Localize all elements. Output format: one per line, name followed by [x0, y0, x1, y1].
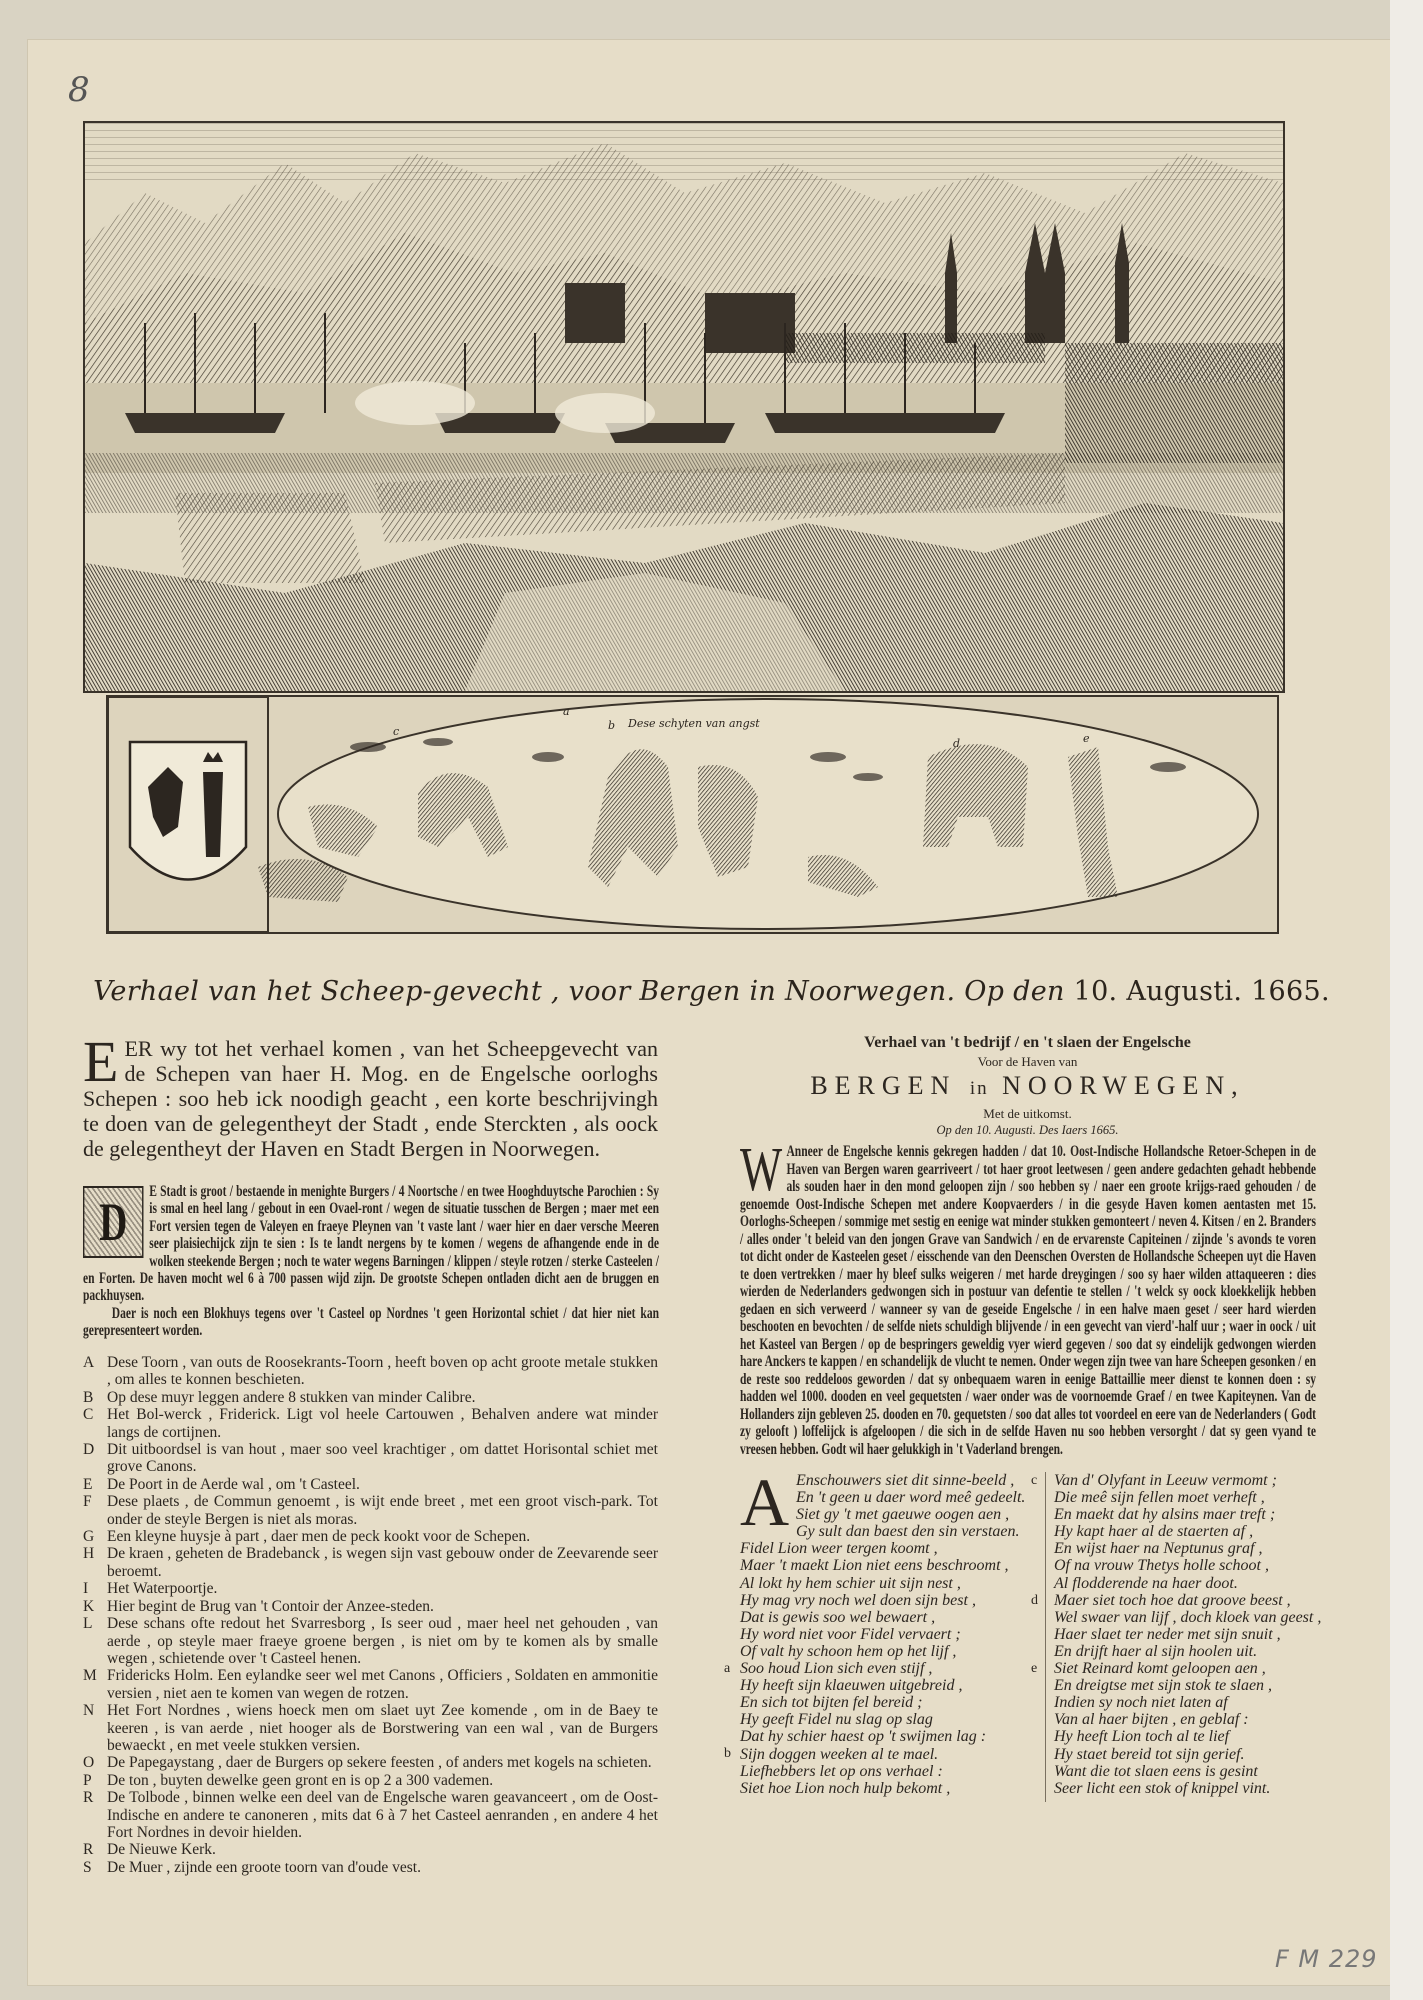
poem-line: Al lokt hy hem schier uit sijn nest , [740, 1574, 961, 1592]
legend-text: Dese Toorn , van outs de Roosekrants-Toorn , heeft boven op acht groote metale stukken , om alles te konnen beschieten. [107, 1354, 658, 1389]
poem-line: Siet gy 't met gaeuwe oogen aen , [796, 1506, 1010, 1524]
poem-line: Seer licht een stok of knippel vint. [1054, 1779, 1271, 1797]
title-date: 10. Augusti. 1665. [1073, 976, 1330, 1007]
legend-item [83, 1580, 658, 1597]
legend-item [83, 1493, 658, 1528]
legend-text: De kraen , geheten de Bradebanck , is wegen sijn vast gebouw onder de Zeevarende seer beroemt. [107, 1545, 658, 1580]
legend-item [83, 1841, 658, 1858]
poem-line: Al flodderende na haer doot. [1054, 1574, 1238, 1592]
vignette-label-a: a [563, 705, 570, 718]
report-heading: Verhael van 't bedrijf / en 't slaen der Engelsche [864, 1034, 1191, 1051]
vignette-label-b: b [608, 719, 616, 732]
legend-key: H [83, 1545, 95, 1563]
legend-key: O [83, 1754, 95, 1772]
poem-line: Siet Reinard komt geloopen aen , [1054, 1660, 1266, 1678]
poem-line: Siet hoe Lion noch hulp bekomt , [740, 1779, 951, 1797]
legend-item [83, 1789, 658, 1841]
legend-item [83, 1772, 658, 1789]
legend-key: R [83, 1841, 94, 1859]
city-description-text: E Stadt is groot / bestaende in menighte Burgers / 4 Noortsche / en twee Hooghduytsche Parochien : Sy is smal en heel lang / gebout in een Ovael-ront / wegen de situatie tusschen de Bergen ; maer met een Fort versien tegen de Valeyen en fraeye Pleynen van 't vaste lant / waer hier en daer versche Meeren seer plaisiechijck zijn te sien : Is te landt nergens by te komen / wegens de afhangende ende in de wolken steekende Bergen ; noch te water wegens Barningen / klippen / steyle rotzen / sterke Casteelen / en Forten. De haven mocht wel 6 à 700 passen wijd zijn. De grootste Schepen ontladen dicht aen de bruggen en packhuysen. [83, 1183, 660, 1305]
legend-text: De ton , buyten dewelke geen gront en is op 2 a 300 vademen. [107, 1771, 494, 1789]
poem-line: Dat is gewis soo wel bewaert , [740, 1608, 936, 1626]
poem-line: Hy heeft Lion toch al te lief [1054, 1728, 1230, 1746]
poem-line: Wel swaer van lijf , doch kloek van geest , [1054, 1608, 1322, 1626]
poem-column-1 [740, 1464, 1026, 1797]
poem-line: Haer slaet ter neder met sijn snuit , [1054, 1625, 1281, 1643]
poem-line: En maekt dat hy alsins maer treft ; [1054, 1506, 1276, 1524]
poem-line: Dat hy schier haest op 't swijmen lag : [740, 1728, 987, 1746]
legend-item [83, 1598, 658, 1615]
margin-letter-e: e [1031, 1661, 1038, 1676]
poem-line: Die meê sijn fellen moet verheft , [1054, 1489, 1265, 1507]
legend-item [83, 1859, 658, 1876]
legend-text: Hier begint de Brug van 't Contoir der Anzee-steden. [107, 1597, 434, 1615]
report-date: Op den 10. Augusti. Des Iaers 1665. [936, 1123, 1119, 1137]
right-column [724, 1033, 1322, 1807]
legend-item [83, 1754, 658, 1771]
legend-key: G [83, 1528, 95, 1546]
blockhouse-note [83, 1305, 658, 1340]
poem-line: Hy kapt haer al de staerten af , [1054, 1523, 1254, 1541]
ornamental-initial-d: D [83, 1186, 143, 1258]
poem-line: Enschouwers siet dit sinne-beeld , [796, 1472, 1015, 1489]
poem-line: Hy word niet voor Fidel vervaert ; [740, 1625, 961, 1643]
poem-line: Fidel Lion weer tergen koomt , [740, 1540, 938, 1558]
poem-line: Van d' Olyfant in Leeuw vermomt ; [1054, 1472, 1277, 1489]
poem-line: Indien sy noch niet laten af [1054, 1694, 1228, 1712]
poem-line: En drijft haer al sijn hoolen uit. [1054, 1642, 1258, 1660]
legend-key: R [83, 1789, 94, 1807]
allegorical-animal-vignette [106, 695, 1279, 934]
drop-cap-a: A [740, 1464, 790, 1540]
legend-item [83, 1389, 658, 1406]
title-text: Verhael van het Scheep-gevecht , voor Bergen in Noorwegen. Op den [93, 976, 1074, 1007]
legend-item [83, 1354, 658, 1389]
legend-key: N [83, 1702, 95, 1720]
legend-text: De Poort in de Aerde wal , om 't Casteel. [107, 1475, 360, 1493]
poem-line: En wijst haer na Neptunus graf , [1054, 1540, 1263, 1558]
poem-line: Liefhebbers let op ons verhael : [740, 1762, 943, 1780]
vignette-label-d: d [953, 737, 961, 750]
legend-key: P [83, 1771, 92, 1789]
legend-key: L [83, 1615, 93, 1633]
report-subheading: Voor de Haven van [977, 1054, 1078, 1069]
legend-key: C [83, 1406, 94, 1424]
poem-line: Maer siet toch hoe dat groove beest , [1054, 1591, 1291, 1609]
legend-key: B [83, 1388, 94, 1406]
legend-text: Het Waterpoortje. [107, 1580, 218, 1598]
margin-letter-c: c [1031, 1473, 1038, 1488]
legend-key: S [83, 1858, 92, 1876]
allegorical-poem [724, 1464, 1322, 1807]
poem-line: Hy staet bereid tot sijn gerief. [1054, 1745, 1245, 1763]
legend-key: M [83, 1667, 97, 1685]
intro-text: ER wy tot het verhael komen , van het Scheepgevecht van de Schepen van haer H. Mog. en de Engelsche oorloghs Schepen : soo heb ick noodigh geacht , een korte beschrijvingh te doen van de gelegentheyt der Stadt , ende Sterckten , als oock de gelegentheyt der Haven en Stadt Bergen in Noorwegen. [83, 1036, 658, 1161]
legend-item [83, 1528, 658, 1545]
report-outcome-line: Met de uitkomst. [983, 1106, 1072, 1121]
battle-report-text: Anneer de Engelsche kennis gekregen hadden / dat 10. Oost-Indische Hollandsche Retoer-Schepen in de Haven van Bergen waren gearriveert / tot haer groot leetwesen / geen andere gedachten gehadt hebbende als souden haer in den mond geloopen zijn / soo hebben sy / naer een groote krijgs-raed gehouden / de genoemde Oost-Indische Schepen met andere Koopvaerders / in die gesyde Haven komen aentasten met 15. Oorloghs-Scheepen / sommige met sestig en eenige wat minder stukken gemonteert / neven 4. Kitsen / en 2. Branders / alles onder 't beleid van den jongen Grave van Sandwich / en de ervarenste Capiteinen / zijnde 's avonds te voren tot dicht onder de Kasteelen geset / eisschende van den Deenschen Oversten de Hollandsche Scheepen uyt die Haven te doen vertrekken / maer hy bleef sulks weigeren / met harde dreygingen / soo sy haer wilden attaqueeren : dies wierden de Nederlanders gedwongen sich in postuur van defentie te stellen / 't welck sy oock kloekkelijk hebben gedaen en sich verweerd / wanneer sy van de geseide Engelsche / in een halve maen geset / seer hard wierden beschooten en bevochten / de selfde niets schuldigh blijvende / in een gevecht van vierd'-half uur ; waer in oock / uit het Kasteel van Bergen / op de bespringers geweldig vyer wierd gegeven / soo dat sy eindelijk gedwongen wierden hare Anckers te kappen / en schandelijk de vlucht te nemen. Onder wegen zijn twee van hare Scheepen gesonken / en de reste soo reddeloos geworden / dat sy onbequaem waren in eenige Battaillie meer dienst te konnen doen : sy hadden wel 1000. dooden en veel gequetsten / waer onder was de voornoemde Graef / en twee Kapiteynen. Van de Hollanders zijn gebleven 25. dooden en 70. gequetsten / soo dat alles tot voordeel en eere van de Nederlanders ( Godt zy gelooft ) loffelijck is afgeloopen / die sich in de selfde Haven nu soo hebben versorght / dat sy geen vyand te vreesen hebben. Godt wil haer gelukkigh in 't Vaderland brengen. [740, 1143, 1316, 1458]
legend-key: I [83, 1580, 89, 1598]
legend-text: De Muer , zijnde een groote toorn van d'oude vest. [107, 1858, 421, 1876]
poem-line: Hy heeft sijn klaeuwen uitgebreid , [740, 1677, 963, 1695]
poem-line: Of na vrouw Thetys holle schoot , [1054, 1557, 1269, 1575]
vignette-label-e: e [1083, 732, 1090, 745]
drop-cap-w: W [740, 1136, 783, 1204]
legend-key: F [83, 1493, 92, 1511]
legend-item [83, 1476, 658, 1493]
stockfish-icon [203, 772, 223, 857]
legend-text: Fridericks Holm. Een eylandke seer wel met Canons , Officiers , Soldaten en ammonitie versien , niet aen te komen van wegen de rotzen. [107, 1667, 658, 1702]
legend-text: De Papegaystang , daer de Burgers op sekere feesten , of anders met kogels na schieten. [107, 1754, 652, 1772]
poem-line: Gy sult dan baest den sin verstaen. [796, 1523, 1020, 1541]
blockhouse-note-text: Daer is noch een Blokhuys tegens over 't Casteel op Nordnes 't geen Horizontal schiet / dat hier niet kan gerepresenteert worden. [83, 1305, 660, 1340]
sheet-number-annotation: 8 [68, 70, 90, 110]
poem-line: En dreigtse met sijn stok te slaen , [1054, 1677, 1273, 1695]
legend-item [83, 1702, 658, 1754]
legend-text: Het Bol-werck , Friderick. Ligt vol heele Cartouwen , Behalven andere wat minder langs de cortijnen. [107, 1406, 658, 1441]
legend-text: Een kleyne huysje à part , daer men de peck kookt voor de Schepen. [107, 1528, 531, 1546]
poem-line: Want die tot slaen eens is gesint [1054, 1762, 1258, 1780]
margin-letter-b: b [724, 1746, 731, 1761]
bergen-harbour-engraving [83, 121, 1285, 693]
legend-text: De Nieuwe Kerk. [107, 1841, 216, 1859]
legend-text: De Tolbode , binnen welke een deel van de Engelsche waren geavanceert , om de Oost-Indische en andere te canoneren , mits dat 6 à 7 het Casteel aenranden , en andere 4 het Fort Nordnes in devoir hielden. [107, 1789, 658, 1841]
vignette-caption: Dese schyten van angst [628, 717, 760, 730]
vignette-label-c: c [393, 725, 400, 738]
legend-item [83, 1545, 658, 1580]
poem-line: Soo houd Lion sich even stijf , [740, 1660, 933, 1678]
poem-line: Maer 't maekt Lion niet eens beschroomt , [740, 1557, 1009, 1575]
margin-letter-d: d [1031, 1593, 1038, 1608]
legend-text: Dese plaets , de Commun genoemt , is wijt ende breet , met een groot visch-park. Tot onder de steyle Bergen is niet als moras. [107, 1493, 658, 1528]
drop-cap-e: E [83, 1029, 119, 1094]
legend-key: A [83, 1354, 95, 1371]
poem-line: En sich tot bijten fel bereid ; [740, 1694, 923, 1712]
battle-report [740, 1136, 1316, 1458]
legend-item [83, 1406, 658, 1441]
legend-text: Het Fort Nordnes , wiens hoeck men om slaet uyt Zee komende , om in de Baey te keeren , is van aerde , niet hooger als de Borstwering van een wal , van de Burgers bewaeckt , en met veele stukken versien. [107, 1702, 658, 1754]
left-column [83, 1029, 660, 1876]
legend-text: Op dese muyr leggen andere 8 stukken van minder Calibre. [107, 1388, 476, 1406]
poem-line: Hy geeft Fidel nu slag op slag [740, 1711, 933, 1729]
legend-text: Dit uitboordsel is van hout , maer soo veel krachtiger , om dattet Horisontal schiet met grove Canons. [107, 1441, 658, 1476]
report-city-heading: BERGEN in NOORWEGEN, [810, 1071, 1245, 1100]
legend-key: D [83, 1441, 95, 1459]
legend-key: K [83, 1597, 95, 1615]
poem-column-2 [1045, 1472, 1322, 1802]
broadsheet-title [0, 975, 1423, 1009]
margin-letter-a: a [724, 1661, 731, 1676]
legend-key: E [83, 1475, 93, 1493]
poem-line: Sijn doggen weeken al te mael. [740, 1745, 939, 1763]
poem-line: Of valt hy schoon hem op het lijf , [740, 1642, 957, 1660]
map-legend [83, 1354, 658, 1876]
city-description [83, 1183, 658, 1305]
legend-text: Dese schans ofte redout het Svarresborg , Is seer oud , maer heel net gehouden , van aerde , op steyle maer fraeye groene bergen , is niet om by te komen als by smalle wegen , schietende over 't Casteel henen. [107, 1615, 658, 1667]
poem-line: Hy mag vry noch wel doen sijn best , [740, 1591, 976, 1609]
legend-item [83, 1667, 658, 1702]
legend-item [83, 1615, 658, 1667]
poem-line: En 't geen u daer word meê gedeelt. [796, 1489, 1026, 1507]
legend-item [83, 1441, 658, 1476]
intro-paragraph [83, 1029, 658, 1161]
inventory-annotation: F M 229 [1275, 1945, 1378, 1973]
coat-of-arms-shield [130, 742, 246, 880]
poem-line: Van al haer bijten , en geblaf : [1054, 1711, 1249, 1729]
